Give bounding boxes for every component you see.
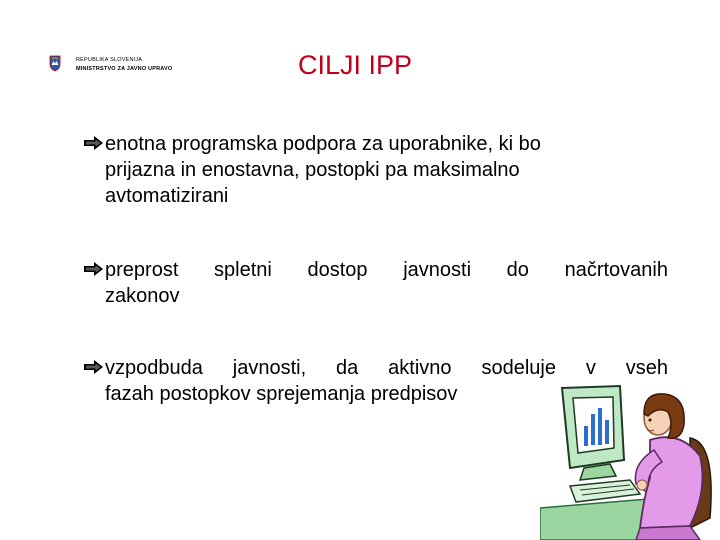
bullet-2-line-2: zakonov	[105, 285, 180, 307]
bullet-item-1	[83, 131, 668, 209]
coat-of-arms-icon	[49, 55, 61, 72]
bullet-1-line-1: enotna programska podpora za uporabnike, ki bo	[105, 133, 541, 155]
arrow-right-icon	[83, 359, 105, 375]
bullet-text-1	[83, 131, 668, 209]
bullet-2-line-1: preprost spletni dostop javnosti do načrtovanih	[105, 259, 668, 281]
bullet-1-line-2: prijazna in enostavna, postopki pa maksimalno	[105, 159, 520, 181]
org-name-line2: MINISTRSTVO ZA JAVNO UPRAVO	[76, 66, 173, 72]
org-name-line1: REPUBLIKA SLOVENIJA	[76, 57, 143, 63]
arrow-right-icon	[83, 261, 105, 277]
slide-title: CILJI IPP	[298, 50, 413, 80]
arrow-right-icon	[83, 135, 105, 151]
ministry-logo	[49, 53, 189, 79]
bullet-1-line-3: avtomatizirani	[105, 185, 229, 207]
bullet-item-2	[83, 257, 668, 309]
woman-at-computer-clipart	[540, 378, 720, 540]
bullet-3-line-2: fazah postopkov sprejemanja predpisov	[105, 383, 458, 405]
org-name	[76, 56, 172, 74]
bullet-text-2	[83, 257, 668, 309]
bullet-3-line-1: vzpodbuda javnosti, da aktivno sodeluje v vseh	[105, 357, 668, 379]
